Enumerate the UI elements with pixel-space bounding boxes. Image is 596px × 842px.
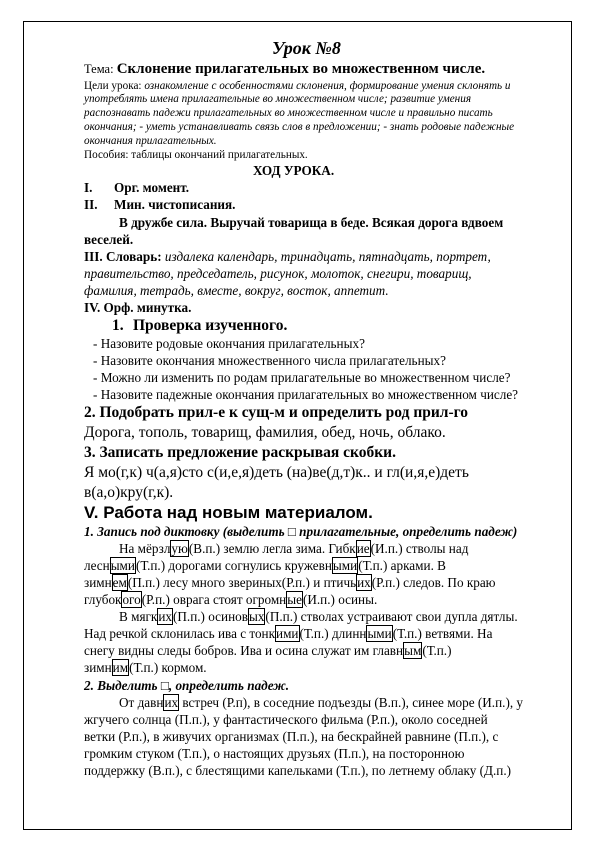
vocab-line-3: фамилия, тетрадь, вместе, вокруг, восток, аппетит. — [84, 283, 389, 298]
text-segment: (Т.п.) дорогами согнулись кружевн — [135, 558, 332, 573]
goals-line-1: Цели урока: ознакомление с особенностями склонения, формирование умения склонять и — [84, 80, 511, 92]
boxed-ending: ыми — [367, 626, 392, 641]
text-segment: глубок — [84, 592, 122, 607]
text-segment: (П.п.) лесу много звериных(Р.п.) и птичь — [127, 575, 357, 590]
text-segment: (Т.п.) — [422, 643, 452, 658]
text-segment: жгучего солнца (П.п.), у фантастического фильма (Р.п.), около соседней — [84, 712, 488, 727]
question-3: - Можно ли изменить по родам прилагательные во множественном числе? — [93, 370, 511, 385]
boxed-ending: ых — [248, 609, 265, 624]
text-segment: (Т.п.) длинн — [299, 626, 367, 641]
text-segment: снегу видны следы бобров. Ива и осина служат им главн — [84, 643, 404, 658]
boxed-ending: ую — [171, 541, 188, 556]
select-line-5 — [84, 763, 511, 779]
text-segment: (И.п.) осины. — [302, 592, 378, 607]
dictation-p1-line-1 — [119, 541, 468, 557]
select-line-3 — [84, 729, 498, 745]
text-segment: громким стуком (Т.п.), о настоящих друзьях (П.п.), на посторонною — [84, 746, 465, 761]
question-4: - Назовите падежные окончания прилагательных во множественном числе? — [93, 387, 519, 402]
dictation-p1-line-4 — [84, 592, 377, 608]
select-heading: 2. Выделить □, определить падеж. — [84, 678, 290, 693]
text-segment: (П.п.) стволах устраивают свои дупла дятлы. — [265, 609, 518, 624]
text-segment: (Т.п.) кормом. — [129, 660, 207, 675]
dictation-p1-line-3 — [84, 575, 496, 591]
boxed-ending: ыми — [332, 558, 358, 573]
goals-line-2: употреблять имена прилагательные во множественном числе; развитие умения — [84, 93, 472, 105]
check-heading: 1. Проверка изученного. — [112, 317, 288, 334]
section-1: I. Орг. момент. — [84, 180, 190, 195]
boxed-ending: им — [112, 660, 129, 675]
goals-line-4: окончания; - уметь устанавливать связь слов в предложении; - знать родовые падежные — [84, 121, 515, 133]
boxed-ending: их — [164, 695, 179, 710]
text-segment: В мягк — [119, 609, 158, 624]
text-segment: ветки (Р.п.), в живучих организмах (П.п.), на бескрайней равнине (П.п.), с — [84, 729, 499, 744]
text-segment: (Т.п.) арками. В — [358, 558, 446, 573]
lesson-title: Урок №8 — [272, 38, 341, 58]
select-line-1 — [119, 695, 523, 711]
text-segment: (Т.п.) ветвями. На — [392, 626, 493, 641]
goals-line-5: окончания прилагательных. — [84, 135, 217, 147]
goals-line-3: распознавать падежи прилагательных во множественном числе и правильно писать — [84, 107, 493, 119]
select-line-2 — [84, 712, 488, 728]
text-segment: поддержку (В.п.), с блестящими капельками (Т.п.), по летнему облаку (Д.п.) — [84, 763, 512, 778]
question-1: - Назовите родовые окончания прилагательных? — [93, 336, 365, 351]
boxed-ending: ым — [404, 643, 422, 658]
text-segment: (Р.п.) оврага стоят огромн — [141, 592, 287, 607]
boxed-ending: ого — [122, 592, 141, 607]
section-5: V. Работа над новым материалом. — [84, 503, 373, 522]
text-segment: зимн — [84, 660, 112, 675]
calligraphy-line-1: В дружбе сила. Выручай товарища в беде. Всякая дорога вдвоем — [119, 215, 504, 230]
text-segment: Над речкой склонилась ива с тонк — [84, 626, 276, 641]
text-segment: встреч (Р.п), в соседние подъезды (В.п.), синее море (И.п.), у — [179, 695, 524, 710]
text-segment: (И.п.) стволы над — [370, 541, 469, 556]
boxed-ending: ыми — [110, 558, 135, 573]
task-3-line-2: в(а,о)кру(г,к). — [84, 484, 174, 501]
text-segment: лесн — [84, 558, 110, 573]
task-3-line-1: Я мо(г,к) ч(а,я)сто с(и,е,я)деть (на)ве(д,т)к.. и гл(и,я,е)деть — [84, 464, 469, 481]
boxed-ending: ем — [112, 575, 127, 590]
topic-text: Склонение прилагательных во множественном числе. — [116, 61, 486, 77]
task-2-heading: 2. Подобрать прил-е к сущ-м и определить род прил-го — [84, 404, 469, 421]
dictation-heading: 1. Запись под диктовку (выделить □ прилагательные, определить падеж) — [84, 524, 518, 539]
boxed-ending: ие — [356, 541, 370, 556]
text-segment: зимн — [84, 575, 112, 590]
boxed-ending: ые — [287, 592, 302, 607]
text-segment: (В.п.) землю легла зима. Гибк — [188, 541, 356, 556]
dictation-p2-line-1 — [119, 609, 518, 625]
dictation-p1-line-2 — [84, 558, 446, 574]
boxed-ending: ими — [276, 626, 299, 641]
dictation-p2-line-3 — [84, 643, 451, 659]
section-2: II. Мин. чистописания. — [84, 197, 236, 212]
dictation-p2-line-4 — [84, 660, 207, 676]
boxed-ending: их — [357, 575, 371, 590]
vocab-line-1: III. Словарь: издалека календарь, тринадцать, пятнадцать, портрет, — [84, 249, 491, 264]
vocab-line-2: правительство, председатель, рисунок, молоток, снегири, товарищ, — [84, 266, 472, 281]
aids-line: Пособия: таблицы окончаний прилагательных. — [84, 149, 308, 161]
section-4: IV. Орф. минутка. — [84, 300, 192, 315]
lesson-heading: ХОД УРОКА. — [253, 163, 335, 178]
text-segment: (Р.п.) следов. По краю — [371, 575, 496, 590]
topic-line: Тема: Склонение прилагательных во множественном числе. — [84, 61, 486, 77]
text-segment: (П.п.) осинов — [172, 609, 248, 624]
calligraphy-line-2: веселей. — [84, 232, 134, 247]
question-2: - Назовите окончания множественного числа прилагательных? — [93, 353, 446, 368]
boxed-ending: их — [158, 609, 172, 624]
task-2-text: Дорога, тополь, товарищ, фамилия, обед, ночь, облако. — [84, 424, 446, 441]
select-line-4 — [84, 746, 465, 762]
text-segment: От давн — [119, 695, 164, 710]
text-segment: На мёрзл — [119, 541, 171, 556]
task-3-heading: 3. Записать предложение раскрывая скобки. — [84, 444, 396, 461]
dictation-p2-line-2 — [84, 626, 492, 642]
